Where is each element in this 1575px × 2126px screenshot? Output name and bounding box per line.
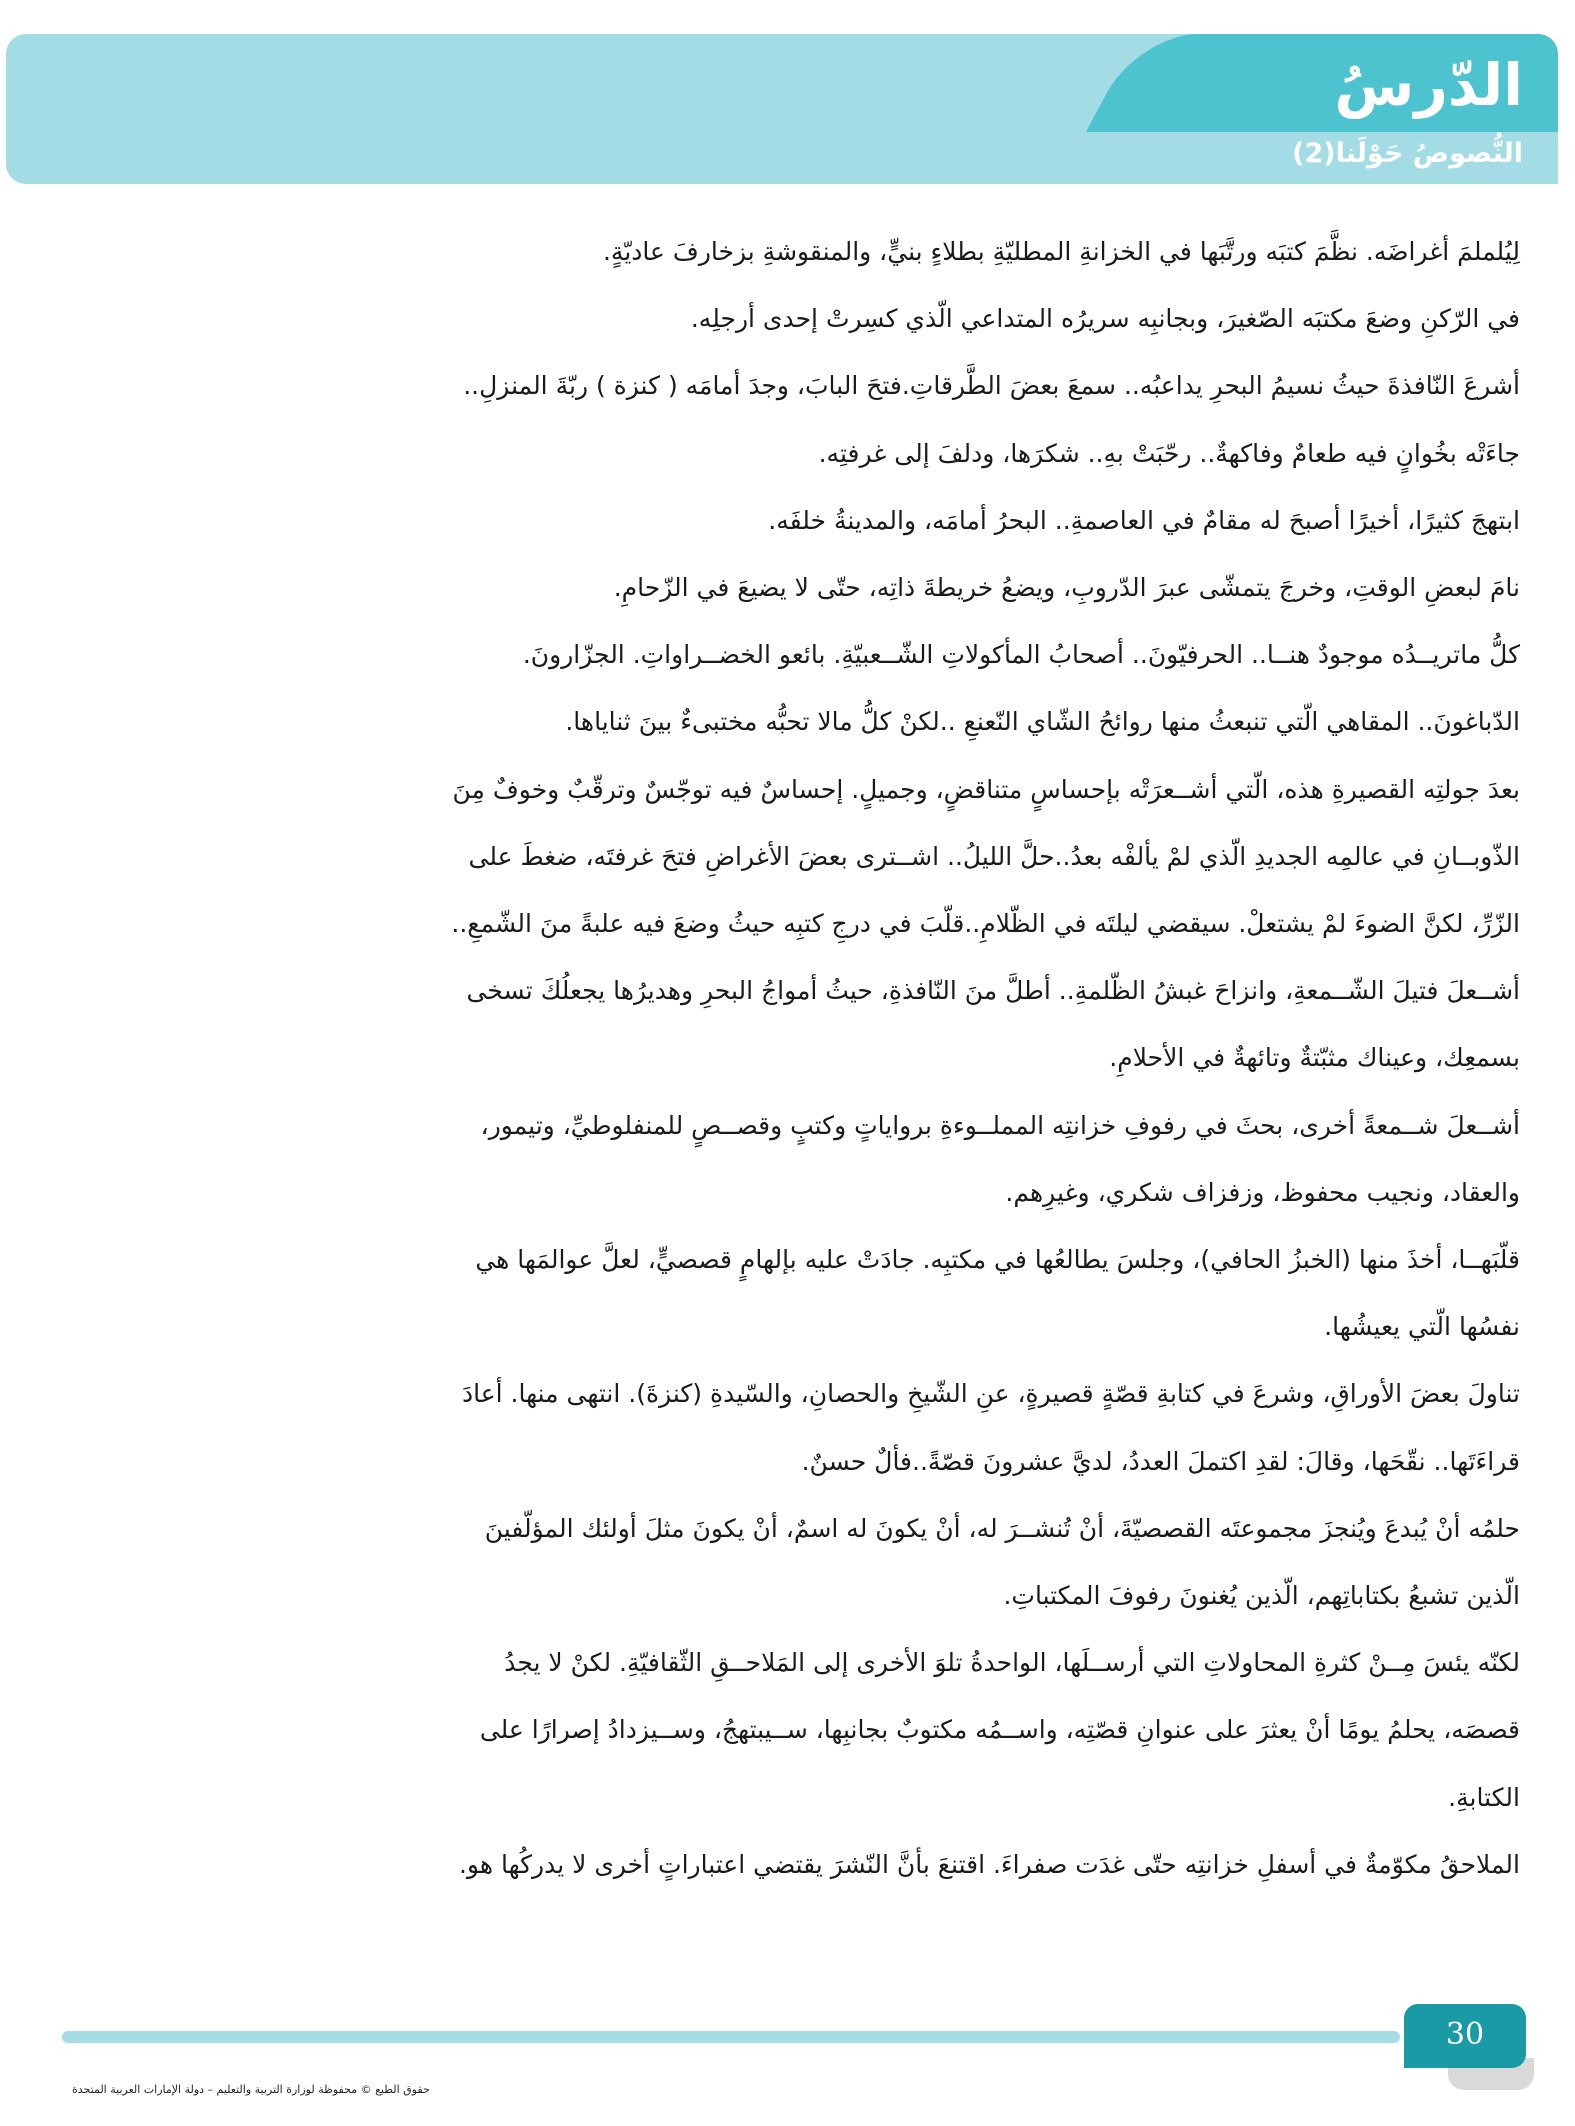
lesson-title: الدّرسُ — [1334, 51, 1523, 119]
text-line: الملاحقُ مكوّمةٌ في أسفلِ خزانتِه حتّى غدَت صفراءَ. اقتنعَ بأنَّ النّشرَ يقتضي اعتباراتٍ أخرى لا يدركُها هو. — [458, 1849, 1520, 1879]
text-line: تناولَ بعضَ الأوراقِ، وشرعَ في كتابةِ قصّةٍ قصيرةٍ، عنِ الشّيخِ والحصانِ، والسّيدةِ (كنزةَ). انتهى منها. أعادَ — [461, 1379, 1520, 1409]
text-line: أشرعَ النّافذةَ حيثُ نسيمُ البحرِ يداعبُه.. سمعَ بعضَ الطَّرقاتِ.فتحَ البابَ، وجدَ أمامَه ( كنزة ) ربّةَ المنزلِ.. — [463, 371, 1520, 401]
text-line: الزّرِّ، لكنَّ الضوءَ لمْ يشتعلْ. سيقضي ليلتَه في الظّلامِ..قلّبَ في درجِ كتبِه حيثُ وضعَ فيه علبةً منَ الشّمعِ.. — [451, 909, 1520, 939]
text-line: قراءَتَها.. نقّحَها، وقالَ: لقدِ اكتملَ العددُ، لديَّ عشرونَ قصّةً..فألٌ حسنٌ. — [801, 1446, 1520, 1476]
story-text — [195, 218, 1520, 1898]
text-line: والعقاد، ونجيب محفوظ، وزفزاف شكري، وغيرِهم. — [1005, 1177, 1520, 1207]
text-line: أشــعلَ شــمعةً أخرى، بحثَ في رفوفِ خزانتِه المملــوءةِ برواياتٍ وكتبٍ وقصــصٍ للمنفلوطيِّ، وتيمور، — [480, 1110, 1520, 1140]
text-line: الدّباغونَ.. المقاهي الّتي تنبعثُ منها روائحُ الشّاي النّعنعِ ..لكنْ كلُّ مالا تحبُّه مختبىءٌ بينَ ثناياها. — [565, 707, 1520, 737]
text-line: بسمعِك، وعيناك مثبّتةٌ وتائهةٌ في الأحلامِ. — [1109, 1043, 1520, 1073]
text-line: قصصَه، يحلمُ يومًا أنْ يعثرَ على عنوانِ قصّتِه، واســمُه مكتوبٌ بجانبِها، ســيبتهجُ، وســيزدادُ إصرارًا على — [479, 1715, 1520, 1745]
text-line: لكنّه يئسَ مِــنْ كثرةِ المحاولاتِ التي أرســلَها، الواحدةُ تلوَ الأخرى إلى المَلاحــقِ الثّقافيّةِ. لكنْ لا يجدُ — [504, 1648, 1520, 1678]
text-line: قلّبَهــا، أخذَ منها (الخبزُ الحافي)، وجلسَ يطالعُها في مكتبِه. جادَتْ عليه بإلهامٍ قصصيٍّ، لعلَّ عوالمَها هي — [475, 1245, 1520, 1275]
text-line: لِيُلملمَ أغراضَه. نظَّمَ كتبَه ورتَّبَها في الخزانةِ المطليّةِ بطلاءٍ بنيٍّ، والمنقوشةِ بزخارفَ عاديّةٍ. — [602, 237, 1520, 266]
text-line: الذّوبــانِ في عالمِه الجديدِ الّذي لمْ يألفْه بعدُ..حلَّ الليلُ.. اشــترى بعضَ الأغراضِ فتحَ غرفتَه، ضغطَ على — [468, 841, 1520, 871]
footer-bar — [62, 2031, 1400, 2043]
text-line: في الرّكنِ وضعَ مكتبَه الصّغيرَ، وبجانبِه سريرُه المتداعي الّذي كسِرتْ إحدى أرجلِه. — [690, 304, 1520, 334]
page-number: 30 — [1445, 2017, 1485, 2052]
copyright-notice: حقوق الطبع © محفوظة لوزارة التربية والتعليم – دولة الإمارات العربية المتحدة — [72, 2083, 430, 2096]
lesson-subtitle: النُّصوصُ حَوْلَنا(2) — [1292, 138, 1523, 169]
text-line: كلُّ ماتريــدُه موجودٌ هنــا.. الحرفيّونَ.. أصحابُ المأكولاتِ الشّــعبيّةِ. بائعو الخضــراواتِ. الجزّارونَ. — [522, 640, 1520, 670]
text-line: نفسُها الّتي يعيشُها. — [1324, 1312, 1520, 1342]
text-line: نامَ لبعضِ الوقتِ، وخرجَ يتمشّى عبرَ الدّروبِ، ويضعُ خريطةَ ذاتِه، حتّى لا يضيعَ في الزّحامِ. — [613, 573, 1520, 603]
text-line: حلمُه أنْ يُبدعَ ويُنجزَ مجموعتَه القصصيّةَ، أنْ تُنشــرَ له، أنْ يكونَ له اسمٌ، أنْ يكونَ مثلَ أولئك المؤلّفينَ — [484, 1513, 1520, 1543]
text-line: الّذين تشبعُ بكتاباتِهم، الّذين يُغنونَ رفوفَ المكتباتِ. — [1003, 1581, 1520, 1611]
text-line: جاءَتْه بخُوانٍ فيه طعامٌ وفاكهةٌ.. رحّبَتْ بهِ.. شكرَها، ودلفَ إلى غرفتِه. — [818, 438, 1520, 468]
text-line: الكتابةِ. — [1448, 1782, 1520, 1812]
text-line: بعدَ جولتِه القصيرةِ هذه، الّتي أشــعرَتْه بإحساسٍ متناقضٍ، وجميلٍ. إحساسٌ فيه توجّسٌ وترقّبٌ وخوفٌ مِنَ — [452, 774, 1520, 804]
text-line: أشــعلَ فتيلَ الشّــمعةِ، وانزاحَ غبشُ الظّلمةِ.. أطلَّ منَ النّافذةِ، حيثُ أمواجُ البحرِ وهديرُها يجعلُكَ تسخى — [466, 976, 1520, 1006]
text-line: ابتهجَ كثيرًا، أخيرًا أصبحَ له مقامٌ في العاصمةِ.. البحرُ أمامَه، والمدينةُ خلفَه. — [768, 505, 1520, 535]
